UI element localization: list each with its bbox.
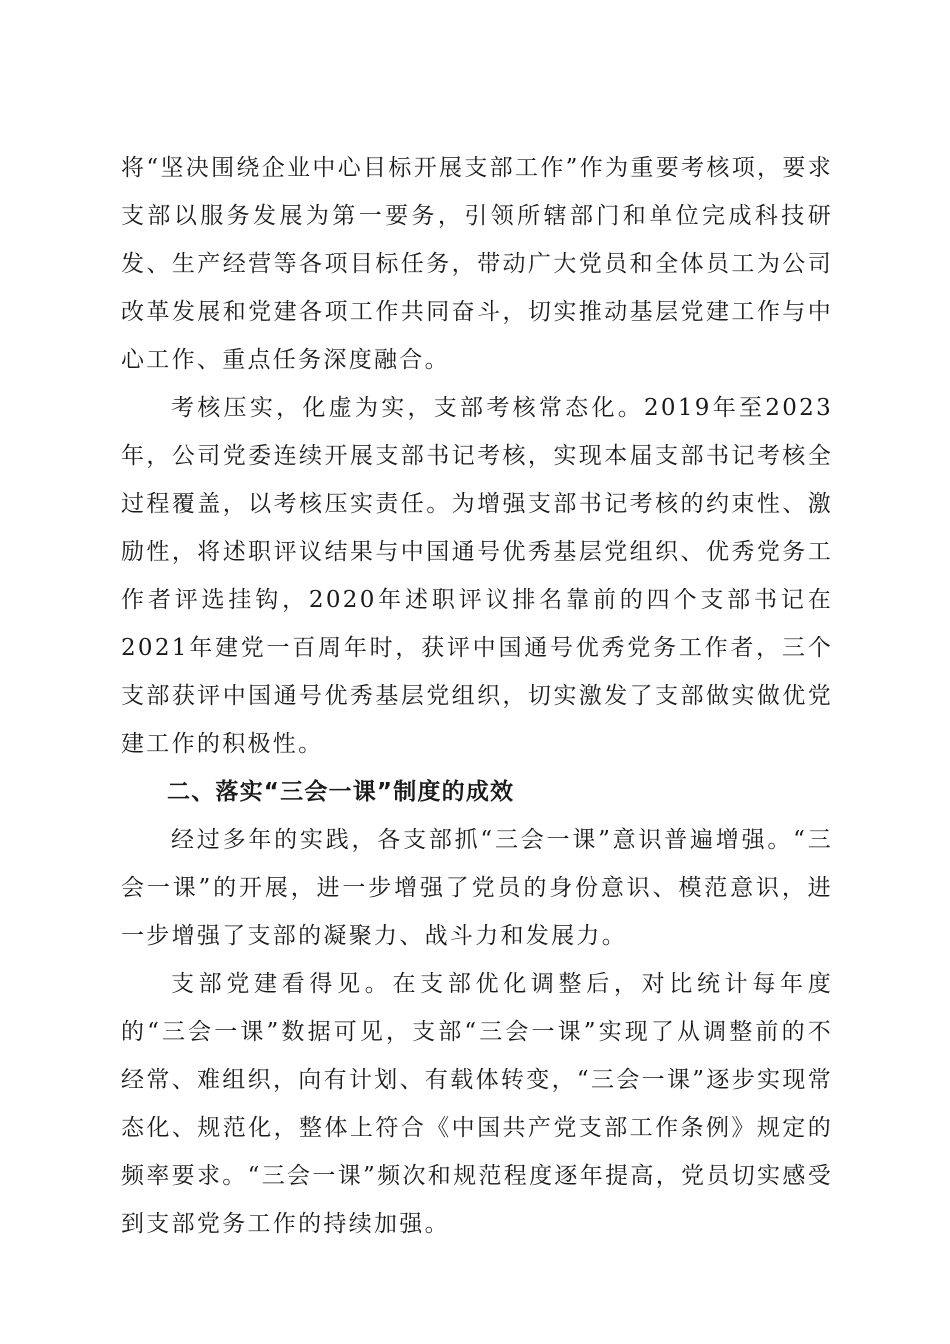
document-body — [121, 144, 833, 1248]
section-heading: 二、落实“三会一课”制度的成效 — [167, 779, 515, 805]
paragraph-visible-results: 支部党建看得见。在支部优化调整后，对比统计每年度的“三会一课”数据可见，支部“三会一课”实现了从调整前的不经常、难组织，向有计划、有载体转变，“三会一课”逐步实现常态化、规范化，整体上符合《中国共产党支部工作条例》规定的频率要求。“三会一课”频次和规范程度逐年提高，党员切实感受到支部党务工作的持续加强。 — [121, 971, 833, 1237]
paragraph-assessment: 考核压实，化虚为实，支部考核常态化。2019年至2023年，公司党委连续开展支部书记考核，实现本届支部书记考核全过程覆盖，以考核压实责任。为增强支部书记考核的约束性、激励性，将述职评议结果与中国通号优秀基层党组织、优秀党务工作者评选挂钩，2020年述职评议排名靠前的四个支部书记在2021年建党一百周年时，获评中国通号优秀党务工作者，三个支部获评中国通号优秀基层党组织，切实激发了支部做实做优党建工作的积极性。 — [121, 395, 833, 757]
paragraph-continuation: 将“坚决围绕企业中心目标开展支部工作”作为重要考核项，要求支部以服务发展为第一要务，引领所辖部门和单位完成科技研发、生产经营等各项目标任务，带动广大党员和全体员工为公司改革发展和党建各项工作共同奋斗，切实推动基层党建工作与中心工作、重点任务深度融合。 — [121, 155, 833, 373]
paragraph-practice: 经过多年的实践，各支部抓“三会一课”意识普遍增强。“三会一课”的开展，进一步增强了党员的身份意识、模范意识，进一步增强了支部的凝聚力、战斗力和发展力。 — [121, 827, 833, 949]
